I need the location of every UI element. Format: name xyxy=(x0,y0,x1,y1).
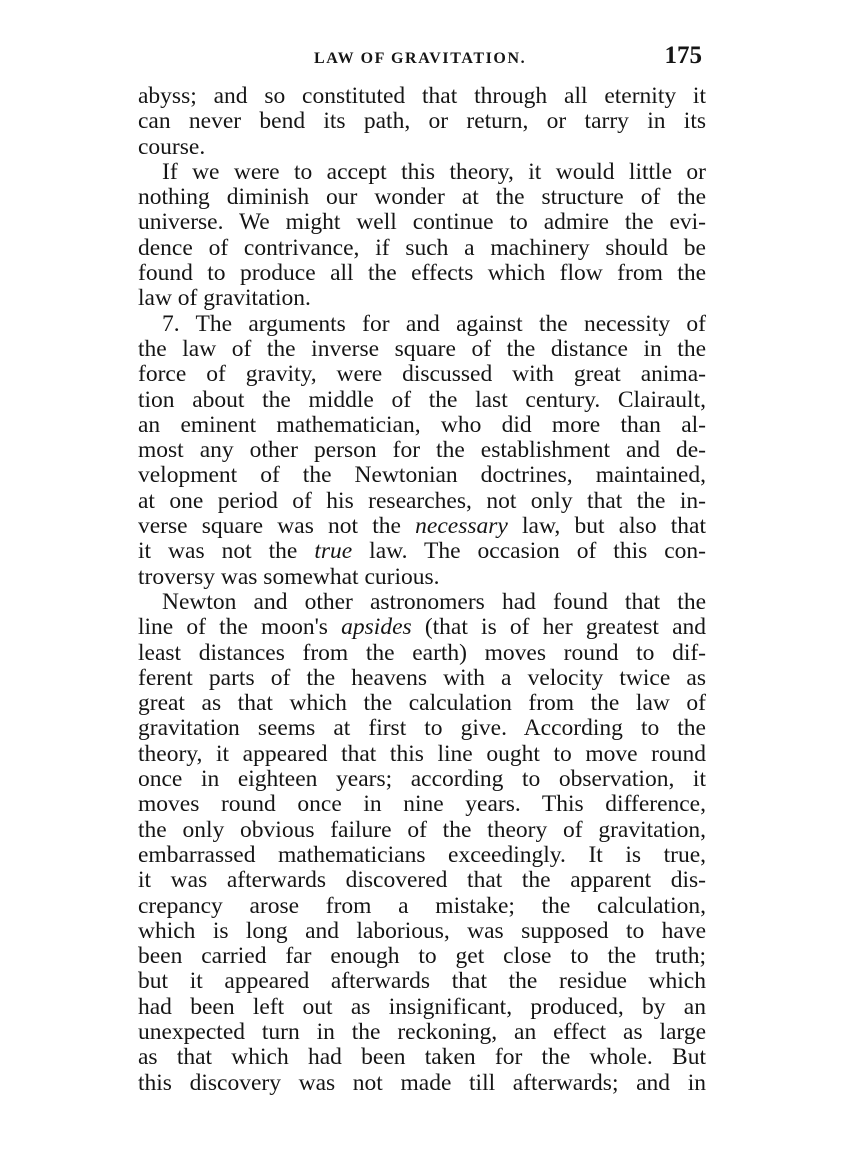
text-line: the law of the inverse square of the distance in the xyxy=(138,335,706,362)
text-line: ferent parts of the heavens with a velocity twice as xyxy=(138,664,706,691)
text-line: once in eighteen years; according to observation, it xyxy=(138,766,706,793)
text-line: abyss; and so constituted that through all eternity it xyxy=(138,83,706,109)
text-line: force of gravity, were discussed with great anima- xyxy=(138,361,706,388)
text-line: found to produce all the effects which flow from the xyxy=(138,260,706,287)
text-line: nothing diminish our wonder at the structure of the xyxy=(138,184,706,211)
text-line: law of gravitation. xyxy=(138,285,311,312)
text-segment: verse square was not the xyxy=(138,513,416,540)
text-line: If we were to accept this theory, it would little or xyxy=(162,158,706,185)
text-line: great as that which the calculation from the law of xyxy=(138,690,706,717)
text-segment: law. The occasion of this con- xyxy=(352,538,707,565)
page-header xyxy=(138,42,706,72)
text-line: had been left out as insignificant, produced, by an xyxy=(138,993,706,1020)
text-line: velopment of the Newtonian doctrines, maintained, xyxy=(138,462,706,489)
text-line: course. xyxy=(138,133,206,160)
text-line: universe. We might well continue to admire the evi- xyxy=(138,209,706,236)
italic-word: apsides xyxy=(341,614,412,641)
text-line: moves round once in nine years. This difference, xyxy=(138,791,706,818)
text-line xyxy=(138,615,706,640)
text-line: gravitation seems at first to give. According to the xyxy=(138,715,706,742)
text-line: least distances from the earth) moves round to dif- xyxy=(138,639,706,666)
text-line: crepancy arose from a mistake; the calculation, xyxy=(138,892,706,919)
text-line xyxy=(138,539,706,564)
text-line: which is long and laborious, was supposed to have xyxy=(138,917,706,944)
text-segment: (that is of her greatest and xyxy=(411,614,707,641)
body-text xyxy=(138,84,706,1096)
text-line: most any other person for the establishment and de- xyxy=(138,437,706,464)
text-line: but it appeared afterwards that the residue which xyxy=(138,968,706,995)
text-line: been carried far enough to get close to the truth; xyxy=(138,943,706,970)
page-number: 175 xyxy=(664,42,702,69)
text-line: embarrassed mathematicians exceedingly. It is true, xyxy=(138,841,706,868)
running-title: LAW OF GRAVITATION. xyxy=(314,50,527,67)
italic-word: true xyxy=(314,538,353,565)
text-line: the only obvious failure of the theory of gravitation, xyxy=(138,816,706,843)
italic-word: necessary xyxy=(415,513,508,540)
text-line: dence of contrivance, if such a machinery should be xyxy=(138,234,706,261)
text-line: as that which had been taken for the whole. But xyxy=(138,1044,706,1071)
text-line: troversy was somewhat curious. xyxy=(138,563,440,590)
text-segment: line of the moon's xyxy=(138,614,342,641)
text-line xyxy=(138,514,706,539)
text-line: 7. The arguments for and against the necessity of xyxy=(162,310,706,337)
text-segment: it was not the xyxy=(138,538,315,565)
text-line: this discovery was not made till afterwards; and in xyxy=(138,1069,706,1096)
text-line: unexpected turn in the reckoning, an effect as large xyxy=(138,1018,706,1045)
text-line: theory, it appeared that this line ought to move round xyxy=(138,740,706,767)
text-segment: law, but also that xyxy=(507,513,706,540)
text-line: at one period of his researches, not only that the in- xyxy=(138,487,706,514)
text-line: an eminent mathematician, who did more than al- xyxy=(138,411,706,438)
text-line: Newton and other astronomers had found that the xyxy=(162,588,706,615)
text-line: tion about the middle of the last century. Clairault, xyxy=(138,386,706,413)
text-line: it was afterwards discovered that the apparent dis- xyxy=(138,867,706,894)
text-line: can never bend its path, or return, or tarry in its xyxy=(138,108,706,135)
